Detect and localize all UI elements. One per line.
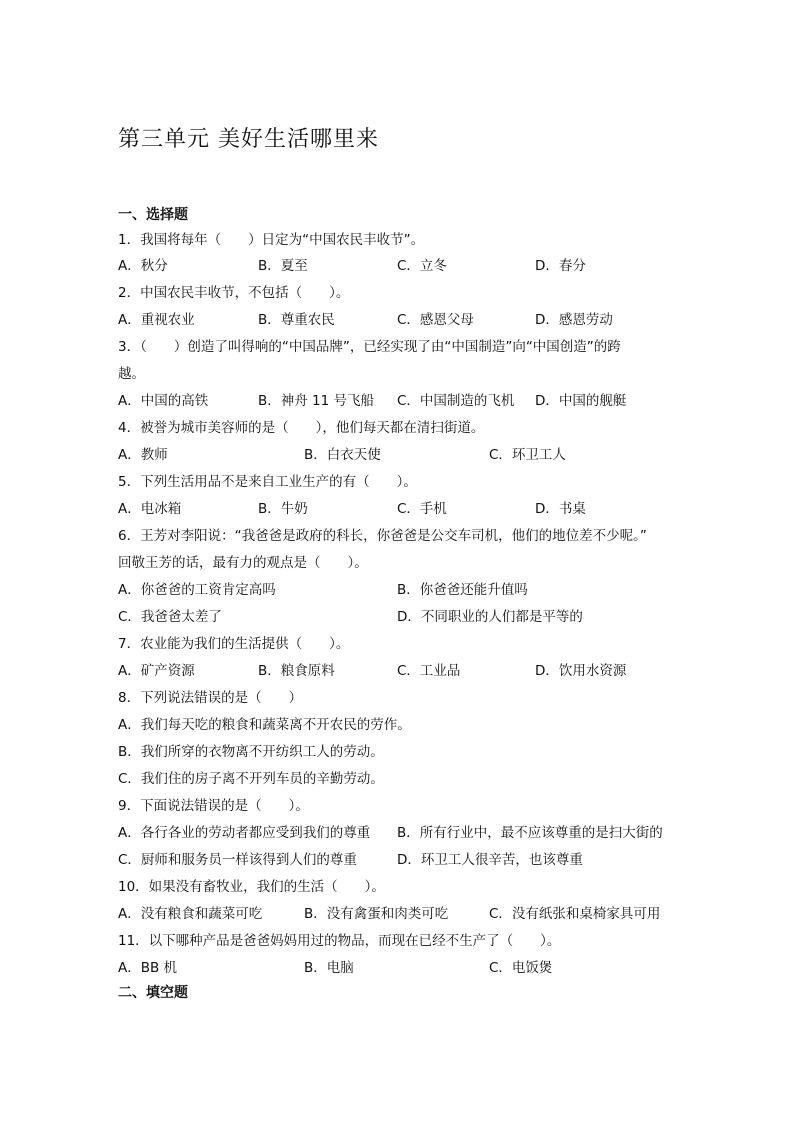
- option-a: A．重视农业: [118, 312, 195, 328]
- option-a: A．BB 机: [118, 960, 178, 976]
- question-3-stem-continued: 越。: [118, 366, 145, 382]
- option-b: B．粮食原料: [258, 663, 335, 679]
- option-c: C．环卫工人: [489, 447, 566, 463]
- option-b: B．神舟 11 号飞船: [258, 393, 375, 409]
- question-4-stem: 4．被誉为城市美容师的是（ ），他们每天都在清扫街道。: [118, 420, 485, 436]
- option-c: C．我爸爸太差了: [118, 609, 222, 625]
- question-9-stem: 9．下面说法错误的是（ ）。: [118, 798, 309, 814]
- option-a: A．教师: [118, 447, 168, 463]
- option-d: D．书桌: [535, 501, 586, 517]
- question-5-stem: 5．下列生活用品不是来自工业生产的有（ ）。: [118, 474, 417, 490]
- question-8-option-a: A．我们每天吃的粮食和蔬菜离不开农民的劳作。: [118, 717, 411, 733]
- question-6-stem: 6．王芳对李阳说：“我爸爸是政府的科长，你爸爸是公交车司机，他们的地位差不少呢。”: [118, 528, 647, 544]
- question-2-stem: 2．中国农民丰收节，不包括（ ）。: [118, 285, 350, 301]
- option-b: B．尊重农民: [258, 312, 335, 328]
- question-9-options-row-2: [118, 848, 698, 868]
- option-a: A．中国的高铁: [118, 393, 209, 409]
- option-a: A．你爸爸的工资肯定高吗: [118, 582, 276, 598]
- question-1-stem: 1．我国将每年（ ）日定为“中国农民丰收节”。: [118, 232, 425, 248]
- section-heading-choice: 一、选择题: [118, 207, 188, 223]
- question-4-options: [118, 443, 698, 463]
- option-b: B．你爸爸还能升值吗: [397, 582, 528, 598]
- question-8-option-c: C．我们住的房子离不开列车员的辛勤劳动。: [118, 771, 384, 787]
- option-c: C．手机: [397, 501, 447, 517]
- option-d: D．中国的舰艇: [535, 393, 627, 409]
- question-1-options: [118, 254, 698, 274]
- question-6-options-row-2: [118, 605, 698, 625]
- option-d: D．饮用水资源: [535, 663, 627, 679]
- question-3-options: [118, 389, 698, 409]
- question-8-stem: 8．下列说法错误的是（ ）: [118, 690, 303, 706]
- question-11-options: [118, 956, 698, 976]
- option-d: D．春分: [535, 258, 586, 274]
- option-c: C．中国制造的飞机: [397, 393, 515, 409]
- option-c: C．电饭煲: [489, 960, 553, 976]
- option-d: D．感恩劳动: [535, 312, 613, 328]
- option-c: C．立冬: [397, 258, 447, 274]
- question-6-stem-continued: 回敬王芳的话，最有力的观点是（ ）。: [118, 555, 368, 571]
- question-11-stem: 11．以下哪种产品是爸爸妈妈用过的物品，而现在已经不生产了（ ）。: [118, 933, 561, 949]
- option-b: B．夏至: [258, 258, 308, 274]
- option-c: C．感恩父母: [397, 312, 474, 328]
- option-c: C．没有纸张和桌椅家具可用: [489, 906, 661, 922]
- option-a: A．各行各业的劳动者都应受到我们的尊重: [118, 825, 371, 841]
- option-a: A．秋分: [118, 258, 168, 274]
- question-3-stem: 3．（ ）创造了叫得响的“中国品牌”，已经实现了由“中国制造”向“中国创造”的跨: [118, 339, 621, 355]
- question-9-options-row-1: [118, 821, 698, 841]
- question-7-options: [118, 659, 698, 679]
- question-10-options: [118, 902, 698, 922]
- question-7-stem: 7．农业能为我们的生活提供（ ）。: [118, 636, 350, 652]
- option-c: C．厨师和服务员一样该得到人们的尊重: [118, 852, 357, 868]
- question-10-stem: 10．如果没有畜牧业，我们的生活（ ）。: [118, 879, 385, 895]
- option-d: D．不同职业的人们都是平等的: [397, 609, 583, 625]
- question-5-options: [118, 497, 698, 517]
- option-a: A．电冰箱: [118, 501, 182, 517]
- option-c: C．工业品: [397, 663, 461, 679]
- page-title: 第三单元 美好生活哪里来: [118, 127, 379, 152]
- question-2-options: [118, 308, 698, 328]
- option-b: B．白衣天使: [304, 447, 381, 463]
- option-b: B．电脑: [304, 960, 354, 976]
- question-6-options-row-1: [118, 578, 698, 598]
- option-b: B．牛奶: [258, 501, 308, 517]
- option-b: B．没有禽蛋和肉类可吃: [304, 906, 449, 922]
- question-8-option-b: B．我们所穿的衣物离不开纺织工人的劳动。: [118, 744, 384, 760]
- option-d: D．环卫工人很辛苦，也该尊重: [397, 852, 583, 868]
- section-heading-fill-in: 二、填空题: [118, 985, 188, 1001]
- option-a: A．没有粮食和蔬菜可吃: [118, 906, 263, 922]
- option-a: A．矿产资源: [118, 663, 195, 679]
- option-b: B．所有行业中，最不应该尊重的是扫大街的: [397, 825, 663, 841]
